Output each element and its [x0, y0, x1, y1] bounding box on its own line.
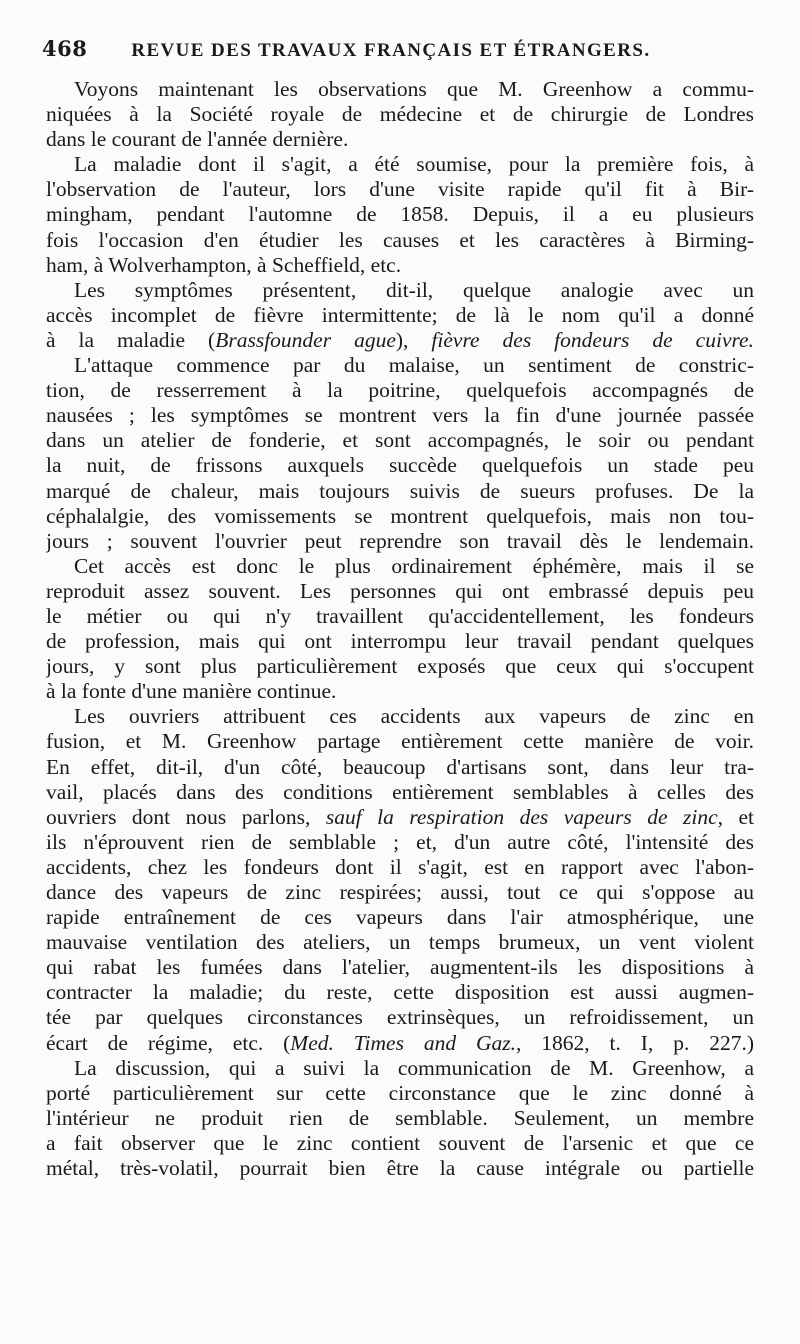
text-line [46, 1131, 754, 1156]
text-span: jours ; souvent l'ouvrier peut reprendre son travail dès le lendemain. [46, 528, 754, 553]
text-span: ), [395, 327, 432, 352]
text-span: ils n'éprouvent rien de semblable ; et, d'un autre côté, l'intensité des [46, 829, 754, 854]
text-span: L'attaque commence par du malaise, un sentiment de constric- [74, 353, 754, 378]
body-text [46, 77, 754, 1181]
page-header [42, 36, 782, 70]
text-line [46, 554, 754, 579]
text-line [46, 830, 754, 855]
text-span: le métier ou qui n'y travaillent qu'accidentellement, les fondeurs [46, 603, 754, 628]
text-span: ham, à Wolverhampton, à Scheffield, etc. [46, 252, 402, 277]
text-span: accès incomplet de fièvre intermittente; de là le nom qu'il a donné [46, 302, 754, 327]
text-span: à la maladie ( [46, 327, 216, 352]
text-line [46, 177, 754, 202]
text-line [46, 1156, 754, 1181]
text-line [46, 805, 754, 830]
italic-text: Med. Times and Gaz. [290, 1030, 516, 1055]
text-line [46, 679, 754, 704]
text-span: rapide entraînement de ces vapeurs dans l'air atmosphérique, une [46, 905, 754, 930]
text-span: Les symptômes présentent, dit-il, quelque analogie avec un [74, 277, 754, 302]
text-line [46, 755, 754, 780]
text-line [46, 729, 754, 754]
running-head: REVUE DES TRAVAUX FRANÇAIS ET ÉTRANGERS. [131, 40, 651, 61]
text-span: qui rabat les fumées dans l'atelier, augmentent-ils les dispositions à [46, 955, 754, 980]
text-line [46, 303, 754, 328]
text-line [46, 479, 754, 504]
text-line [46, 278, 754, 303]
text-line [46, 930, 754, 955]
text-span: porté particulièrement sur cette circonstance que le zinc donné à [46, 1080, 754, 1105]
text-line [46, 1056, 754, 1081]
text-line [46, 428, 754, 453]
text-span: mauvaise ventilation des ateliers, un temps brumeux, un vent violent [46, 930, 754, 955]
text-line [46, 604, 754, 629]
text-span: dans un atelier de fonderie, et sont accompagnés, le soir ou pendant [46, 428, 754, 453]
text-span: la nuit, de frissons auxquels succède quelquefois un stade peu [46, 453, 754, 478]
text-line [46, 202, 754, 227]
text-line [46, 880, 754, 905]
text-line [46, 253, 754, 278]
text-span: nausées ; les symptômes se montrent vers la fin d'une journée passée [46, 403, 754, 428]
text-line [46, 152, 754, 177]
text-span: de profession, mais qui ont interrompu leur travail pendant quelques [46, 629, 754, 654]
text-line [46, 955, 754, 980]
text-line [46, 905, 754, 930]
text-line [46, 403, 754, 428]
text-span: tion, de resserrement à la poitrine, quelquefois accompagnés de [46, 378, 754, 403]
text-line [46, 77, 754, 102]
text-span: fusion, et M. Greenhow partage entièrement cette manière de voir. [46, 729, 754, 754]
text-line [46, 378, 754, 403]
text-line [46, 1031, 754, 1056]
text-span: dans le courant de l'année dernière. [46, 127, 349, 152]
text-line [46, 654, 754, 679]
text-span: reproduit assez souvent. Les personnes qui ont embrassé depuis peu [46, 578, 754, 603]
text-span: Voyons maintenant les observations que M. Greenhow a commu- [74, 77, 754, 101]
page-number: 468 [42, 36, 88, 61]
text-line [46, 228, 754, 253]
text-span: métal, très-volatil, pourrait bien être la cause intégrale ou partielle [46, 1156, 754, 1181]
text-line [46, 453, 754, 478]
text-line [46, 780, 754, 805]
text-line [46, 1081, 754, 1106]
text-span: En effet, dit-il, d'un côté, beaucoup d'artisans sont, dans leur tra- [46, 754, 754, 779]
text-span: La maladie dont il s'agit, a été soumise, pour la première fois, à [74, 152, 754, 177]
text-line [46, 328, 754, 353]
text-span: contracter la maladie; du reste, cette disposition est aussi augmen- [46, 980, 754, 1005]
text-span: Les ouvriers attribuent ces accidents aux vapeurs de zinc en [74, 704, 754, 729]
text-span: tée par quelques circonstances extrinsèques, un refroidissement, un [46, 1005, 754, 1030]
text-line [46, 704, 754, 729]
text-span: La discussion, qui a suivi la communication de M. Greenhow, a [74, 1055, 754, 1080]
text-span: mingham, pendant l'automne de 1858. Depuis, il a eu plusieurs [46, 202, 754, 227]
text-span: niquées à la Société royale de médecine et de chirurgie de Londres [46, 102, 754, 127]
text-span: céphalalgie, des vomissements se montrent quelquefois, mais non tou- [46, 503, 754, 528]
text-line [46, 102, 754, 127]
text-line [46, 529, 754, 554]
text-span: Cet accès est donc le plus ordinairement éphémère, mais il se [74, 553, 754, 578]
text-span: accidents, chez les fondeurs dont il s'agit, est en rapport avec l'abon- [46, 854, 754, 879]
italic-text: Brassfounder ague [215, 327, 396, 352]
text-line [46, 353, 754, 378]
text-line [46, 1005, 754, 1030]
text-line [46, 579, 754, 604]
text-span: , 1862, t. I, p. 227.) [516, 1030, 754, 1055]
text-span: ouvriers dont nous parlons, [46, 804, 326, 829]
text-span: écart de régime, etc. ( [46, 1030, 291, 1055]
italic-text: fièvre des fondeurs de cuivre. [431, 327, 754, 352]
text-span: dance des vapeurs de zinc respirées; aussi, tout ce qui s'oppose au [46, 880, 754, 904]
text-span: fois l'occasion d'en étudier les causes et les caractères à Birming- [46, 227, 754, 252]
text-line [46, 855, 754, 880]
text-span: a fait observer que le zinc contient souvent de l'arsenic et que ce [46, 1130, 754, 1155]
text-span: l'intérieur ne produit rien de semblable. Seulement, un membre [46, 1105, 754, 1130]
text-line [46, 127, 754, 152]
text-line [46, 504, 754, 529]
text-span: marqué de chaleur, mais toujours suivis de sueurs profuses. De la [46, 478, 754, 503]
text-span: jours, y sont plus particulièrement exposés que ceux qui s'occupent [46, 654, 754, 679]
text-line [46, 629, 754, 654]
text-line [46, 1106, 754, 1131]
text-span: , et [717, 804, 754, 829]
text-span: à la fonte d'une manière continue. [46, 679, 337, 704]
text-span: vail, placés dans des conditions entièrement semblables à celles des [46, 779, 754, 804]
italic-text: sauf la respiration des vapeurs de zinc [325, 804, 718, 829]
text-line [46, 980, 754, 1005]
text-span: l'observation de l'auteur, lors d'une visite rapide qu'il fit à Bir- [46, 177, 754, 202]
